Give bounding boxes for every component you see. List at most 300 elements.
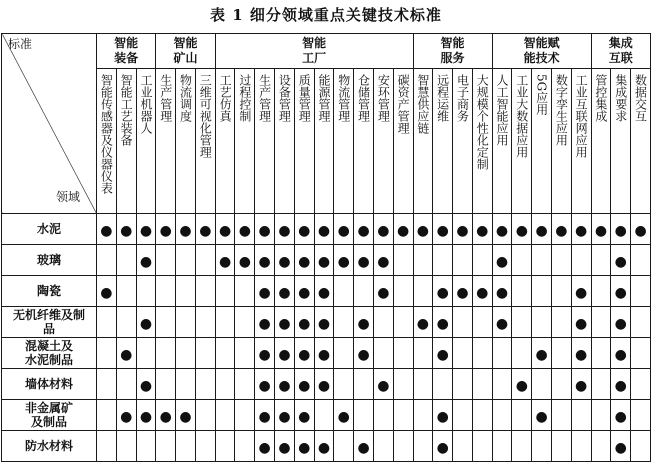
table-cell <box>314 400 334 431</box>
mark-dot: ● <box>614 439 627 456</box>
table-row <box>2 431 651 462</box>
table-cell <box>334 431 354 462</box>
table-cell <box>156 245 176 276</box>
table-cell <box>492 214 512 245</box>
table-cell <box>215 245 235 276</box>
mark-dot: ● <box>258 284 271 301</box>
mark-dot: ● <box>120 222 133 239</box>
table-cell <box>136 400 156 431</box>
table-cell <box>334 245 354 276</box>
mark-dot: ● <box>278 377 291 394</box>
table-cell <box>215 431 235 462</box>
mark-dot: ● <box>278 408 291 425</box>
table-cell <box>492 307 512 338</box>
table-cell <box>294 214 314 245</box>
table-cell <box>215 400 235 431</box>
table-cell <box>631 369 651 400</box>
table-body <box>2 214 651 462</box>
table-cell <box>472 431 492 462</box>
table-cell <box>611 431 631 462</box>
mark-dot: ● <box>535 408 548 425</box>
mark-dot: ● <box>278 253 291 270</box>
column-header-label: 智慧供应链 <box>415 74 430 134</box>
table-cell <box>413 338 433 369</box>
row-label: 非金属矿 及制品 <box>2 400 97 431</box>
mark-dot: ● <box>357 439 370 456</box>
column-header <box>136 69 156 214</box>
mark-dot: ● <box>298 284 311 301</box>
table-cell <box>215 307 235 338</box>
table-cell <box>631 245 651 276</box>
table-cell <box>294 400 314 431</box>
table-cell <box>591 307 611 338</box>
table-cell <box>571 245 591 276</box>
table-cell <box>492 431 512 462</box>
table-cell <box>571 307 591 338</box>
table-cell <box>156 214 176 245</box>
table-cell <box>393 431 413 462</box>
column-header <box>294 69 314 214</box>
table-cell <box>275 338 295 369</box>
mark-dot: ● <box>436 222 449 239</box>
table-cell <box>354 307 374 338</box>
mark-dot: ● <box>357 222 370 239</box>
table-cell <box>314 431 334 462</box>
table-cell <box>532 369 552 400</box>
column-header <box>176 69 196 214</box>
mark-dot: ● <box>317 284 331 301</box>
table-cell <box>235 338 255 369</box>
table-row <box>2 245 651 276</box>
table-cell <box>176 400 196 431</box>
table-cell <box>611 338 631 369</box>
table-cell <box>472 276 492 307</box>
column-header-label: 大规模个性化定制 <box>475 74 490 170</box>
mark-dot: ● <box>436 346 449 363</box>
table-cell <box>136 276 156 307</box>
column-header-label: 工业大数据应用 <box>514 74 529 158</box>
table-cell <box>373 276 393 307</box>
table-cell <box>136 431 156 462</box>
table-cell <box>393 307 413 338</box>
table-cell <box>492 369 512 400</box>
mark-dot: ● <box>436 439 449 456</box>
table-cell <box>532 338 552 369</box>
table-cell <box>453 307 473 338</box>
table-cell <box>116 400 136 431</box>
column-header-label: 生产管理 <box>158 74 173 122</box>
table-cell <box>472 369 492 400</box>
mark-dot: ● <box>278 315 291 332</box>
table-cell <box>393 369 413 400</box>
table-cell <box>591 400 611 431</box>
table-cell <box>176 431 196 462</box>
mark-dot: ● <box>317 253 331 270</box>
column-header-label: 集成要求 <box>613 74 628 122</box>
table-row <box>2 369 651 400</box>
column-header <box>631 69 651 214</box>
mark-dot: ● <box>476 222 489 239</box>
table-cell <box>156 400 176 431</box>
table-cell <box>591 245 611 276</box>
table-cell <box>314 307 334 338</box>
column-header-label: 数字孪生应用 <box>554 74 569 146</box>
mark-dot: ● <box>120 346 133 363</box>
table-cell <box>235 431 255 462</box>
table-cell <box>413 369 433 400</box>
mark-dot: ● <box>298 439 311 456</box>
table-cell <box>116 431 136 462</box>
table-cell <box>294 276 314 307</box>
mark-dot: ● <box>337 222 350 239</box>
mark-dot: ● <box>535 222 548 239</box>
mark-dot: ● <box>594 222 608 239</box>
table-cell <box>512 307 532 338</box>
table-cell <box>215 276 235 307</box>
table-cell <box>156 276 176 307</box>
table-row <box>2 338 651 369</box>
table-header <box>2 34 651 214</box>
table-cell <box>97 431 117 462</box>
table-cell <box>571 214 591 245</box>
mark-dot: ● <box>298 253 311 270</box>
table-cell <box>255 276 275 307</box>
table-cell <box>255 400 275 431</box>
table-cell <box>373 214 393 245</box>
mark-dot: ● <box>456 222 469 239</box>
table-cell <box>116 307 136 338</box>
table-cell <box>433 431 453 462</box>
table-cell <box>195 245 215 276</box>
column-header-label: 工业互联网应用 <box>574 74 589 158</box>
table-cell <box>255 369 275 400</box>
row-label: 陶瓷 <box>2 276 97 307</box>
column-header-label: 三维可视化管理 <box>198 74 213 158</box>
mark-dot: ● <box>258 315 271 332</box>
table-cell <box>176 307 196 338</box>
column-header-label: 远程运维 <box>435 74 450 122</box>
table-cell <box>433 338 453 369</box>
mark-dot: ● <box>337 253 350 270</box>
column-header <box>235 69 255 214</box>
column-header <box>373 69 393 214</box>
table-cell <box>512 276 532 307</box>
table-cell <box>195 431 215 462</box>
table-cell <box>551 431 571 462</box>
row-label: 混凝土及 水泥制品 <box>2 338 97 369</box>
table-cell <box>97 276 117 307</box>
table-cell <box>314 245 334 276</box>
table-cell <box>97 369 117 400</box>
table-cell <box>235 307 255 338</box>
mark-dot: ● <box>476 284 489 301</box>
table-cell <box>156 369 176 400</box>
table-row <box>2 307 651 338</box>
group-header: 智能 装备 <box>97 34 156 69</box>
table-cell <box>393 400 413 431</box>
mark-dot: ● <box>298 315 311 332</box>
mark-dot: ● <box>614 408 627 425</box>
table-cell <box>354 369 374 400</box>
column-header-label: 仓储管理 <box>356 74 371 122</box>
table-cell <box>631 276 651 307</box>
table-cell <box>176 245 196 276</box>
column-header <box>156 69 176 214</box>
mark-dot: ● <box>555 222 568 239</box>
table-cell <box>413 400 433 431</box>
column-header <box>611 69 631 214</box>
table-cell <box>354 245 374 276</box>
table-cell <box>512 245 532 276</box>
table-cell <box>433 245 453 276</box>
column-header <box>512 69 532 214</box>
mark-dot: ● <box>614 222 627 239</box>
table-cell <box>195 400 215 431</box>
mark-dot: ● <box>416 315 429 332</box>
mark-dot: ● <box>258 253 271 270</box>
table-cell <box>433 400 453 431</box>
table-cell <box>275 431 295 462</box>
table-cell <box>176 338 196 369</box>
table-cell <box>215 369 235 400</box>
column-header <box>591 69 611 214</box>
column-header <box>492 69 512 214</box>
mark-dot: ● <box>258 408 271 425</box>
column-header-label: 工艺仿真 <box>218 74 233 122</box>
table-cell <box>215 214 235 245</box>
mark-dot: ● <box>436 284 449 301</box>
table-cell <box>334 214 354 245</box>
table-cell <box>492 245 512 276</box>
mark-dot: ● <box>139 253 153 270</box>
column-header <box>116 69 136 214</box>
table-cell <box>453 245 473 276</box>
table-cell <box>275 369 295 400</box>
mark-dot: ● <box>614 253 627 270</box>
table-cell <box>334 307 354 338</box>
column-header <box>97 69 117 214</box>
column-header <box>354 69 374 214</box>
table-cell <box>195 214 215 245</box>
table-cell <box>611 400 631 431</box>
mark-dot: ● <box>258 222 271 239</box>
group-header: 智能 服务 <box>413 34 492 69</box>
table-cell <box>512 338 532 369</box>
group-header: 集成 互联 <box>591 34 650 69</box>
table-cell <box>571 431 591 462</box>
column-header-label: 能源管理 <box>316 74 331 122</box>
column-header <box>314 69 334 214</box>
mark-dot: ● <box>357 346 370 363</box>
mark-dot: ● <box>159 408 172 425</box>
table-cell <box>453 369 473 400</box>
table-cell <box>195 307 215 338</box>
mark-dot: ● <box>575 346 588 363</box>
table-cell <box>156 431 176 462</box>
column-header <box>433 69 453 214</box>
mark-dot: ● <box>139 408 153 425</box>
table-cell <box>176 369 196 400</box>
table-cell <box>571 369 591 400</box>
table-cell <box>294 431 314 462</box>
table-cell <box>551 369 571 400</box>
mark-dot: ● <box>515 377 528 394</box>
column-header <box>551 69 571 214</box>
mark-dot: ● <box>298 377 311 394</box>
mark-dot: ● <box>377 377 390 394</box>
mark-dot: ● <box>139 315 153 332</box>
table-cell <box>97 307 117 338</box>
table-cell <box>314 276 334 307</box>
table-cell <box>354 338 374 369</box>
table-cell <box>314 214 334 245</box>
table-cell <box>136 245 156 276</box>
table-cell <box>373 245 393 276</box>
table-cell <box>532 276 552 307</box>
table-cell <box>334 369 354 400</box>
mark-dot: ● <box>298 222 311 239</box>
table-cell <box>116 245 136 276</box>
table-cell <box>413 431 433 462</box>
table-cell <box>294 245 314 276</box>
table-cell <box>235 369 255 400</box>
column-header <box>334 69 354 214</box>
mark-dot: ● <box>337 408 350 425</box>
table-cell <box>532 214 552 245</box>
column-header <box>215 69 235 214</box>
mark-dot: ● <box>258 346 271 363</box>
mark-dot: ● <box>456 284 469 301</box>
column-header-label: 人工智能应用 <box>495 74 510 146</box>
mark-dot: ● <box>614 377 627 394</box>
group-header: 智能 矿山 <box>156 34 215 69</box>
table-cell <box>195 369 215 400</box>
table-cell <box>413 307 433 338</box>
table-cell <box>255 245 275 276</box>
table-cell <box>591 276 611 307</box>
table-cell <box>275 276 295 307</box>
table-cell <box>195 338 215 369</box>
table-cell <box>551 245 571 276</box>
column-header <box>453 69 473 214</box>
mark-dot: ● <box>278 346 291 363</box>
corner-label-domain: 领域 <box>56 190 81 204</box>
table-cell <box>532 400 552 431</box>
mark-dot: ● <box>179 408 192 425</box>
column-header-label: 过程控制 <box>237 74 252 122</box>
table-cell <box>255 431 275 462</box>
table-cell <box>294 307 314 338</box>
table-cell <box>156 338 176 369</box>
table-cell <box>532 245 552 276</box>
table-row <box>2 214 651 245</box>
table-cell <box>136 338 156 369</box>
table-cell <box>354 276 374 307</box>
table-cell <box>453 214 473 245</box>
table-cell <box>314 338 334 369</box>
table-cell <box>492 400 512 431</box>
table-cell <box>176 214 196 245</box>
row-label: 水泥 <box>2 214 97 245</box>
table-cell <box>373 338 393 369</box>
mark-dot: ● <box>575 284 588 301</box>
table-row <box>2 400 651 431</box>
table-cell <box>631 400 651 431</box>
table-cell <box>591 214 611 245</box>
mark-dot: ● <box>317 377 331 394</box>
table-cell <box>532 431 552 462</box>
mark-dot: ● <box>120 408 133 425</box>
mark-dot: ● <box>317 315 331 332</box>
column-header-label: 生产管理 <box>257 74 272 122</box>
column-header-label: 电子商务 <box>455 74 470 122</box>
table-cell <box>551 307 571 338</box>
table-cell <box>631 307 651 338</box>
mark-dot: ● <box>218 222 232 239</box>
mark-dot: ● <box>377 222 390 239</box>
mark-dot: ● <box>317 439 331 456</box>
group-header: 智能赋 能技术 <box>492 34 591 69</box>
page-title: 表 1 细分领域重点关键技术标准 <box>210 6 442 24</box>
table-cell <box>413 276 433 307</box>
mark-dot: ● <box>238 253 251 270</box>
mark-dot: ● <box>298 408 311 425</box>
table-cell <box>235 214 255 245</box>
mark-dot: ● <box>575 222 588 239</box>
mark-dot: ● <box>495 253 509 270</box>
table-cell <box>571 276 591 307</box>
row-label: 墙体材料 <box>2 369 97 400</box>
table-cell <box>393 245 413 276</box>
table-cell <box>275 307 295 338</box>
mark-dot: ● <box>139 222 153 239</box>
table-cell <box>512 369 532 400</box>
mark-dot: ● <box>377 253 390 270</box>
table-cell <box>373 431 393 462</box>
column-header-label: 物流管理 <box>336 74 351 122</box>
table-cell <box>532 307 552 338</box>
column-header <box>393 69 413 214</box>
row-label: 防水材料 <box>2 431 97 462</box>
table-cell <box>631 214 651 245</box>
table-cell <box>453 400 473 431</box>
table-cell <box>156 307 176 338</box>
table-cell <box>413 214 433 245</box>
table-cell <box>97 338 117 369</box>
mark-dot: ● <box>634 222 647 239</box>
row-label: 无机纤维及制 品 <box>2 307 97 338</box>
column-header <box>532 69 552 214</box>
mark-dot: ● <box>317 222 331 239</box>
mark-dot: ● <box>614 315 627 332</box>
mark-dot: ● <box>258 439 271 456</box>
mark-dot: ● <box>495 284 509 301</box>
table-cell <box>611 245 631 276</box>
table-cell <box>433 214 453 245</box>
mark-dot: ● <box>416 222 429 239</box>
table-cell <box>373 400 393 431</box>
group-header-row <box>2 34 651 69</box>
table-cell <box>354 400 374 431</box>
column-header <box>571 69 591 214</box>
table-cell <box>611 369 631 400</box>
column-header <box>275 69 295 214</box>
column-header-label: 工业机器人 <box>138 74 153 134</box>
mark-dot: ● <box>614 284 627 301</box>
table-cell <box>195 276 215 307</box>
mark-dot: ● <box>436 315 449 332</box>
table-cell <box>512 400 532 431</box>
